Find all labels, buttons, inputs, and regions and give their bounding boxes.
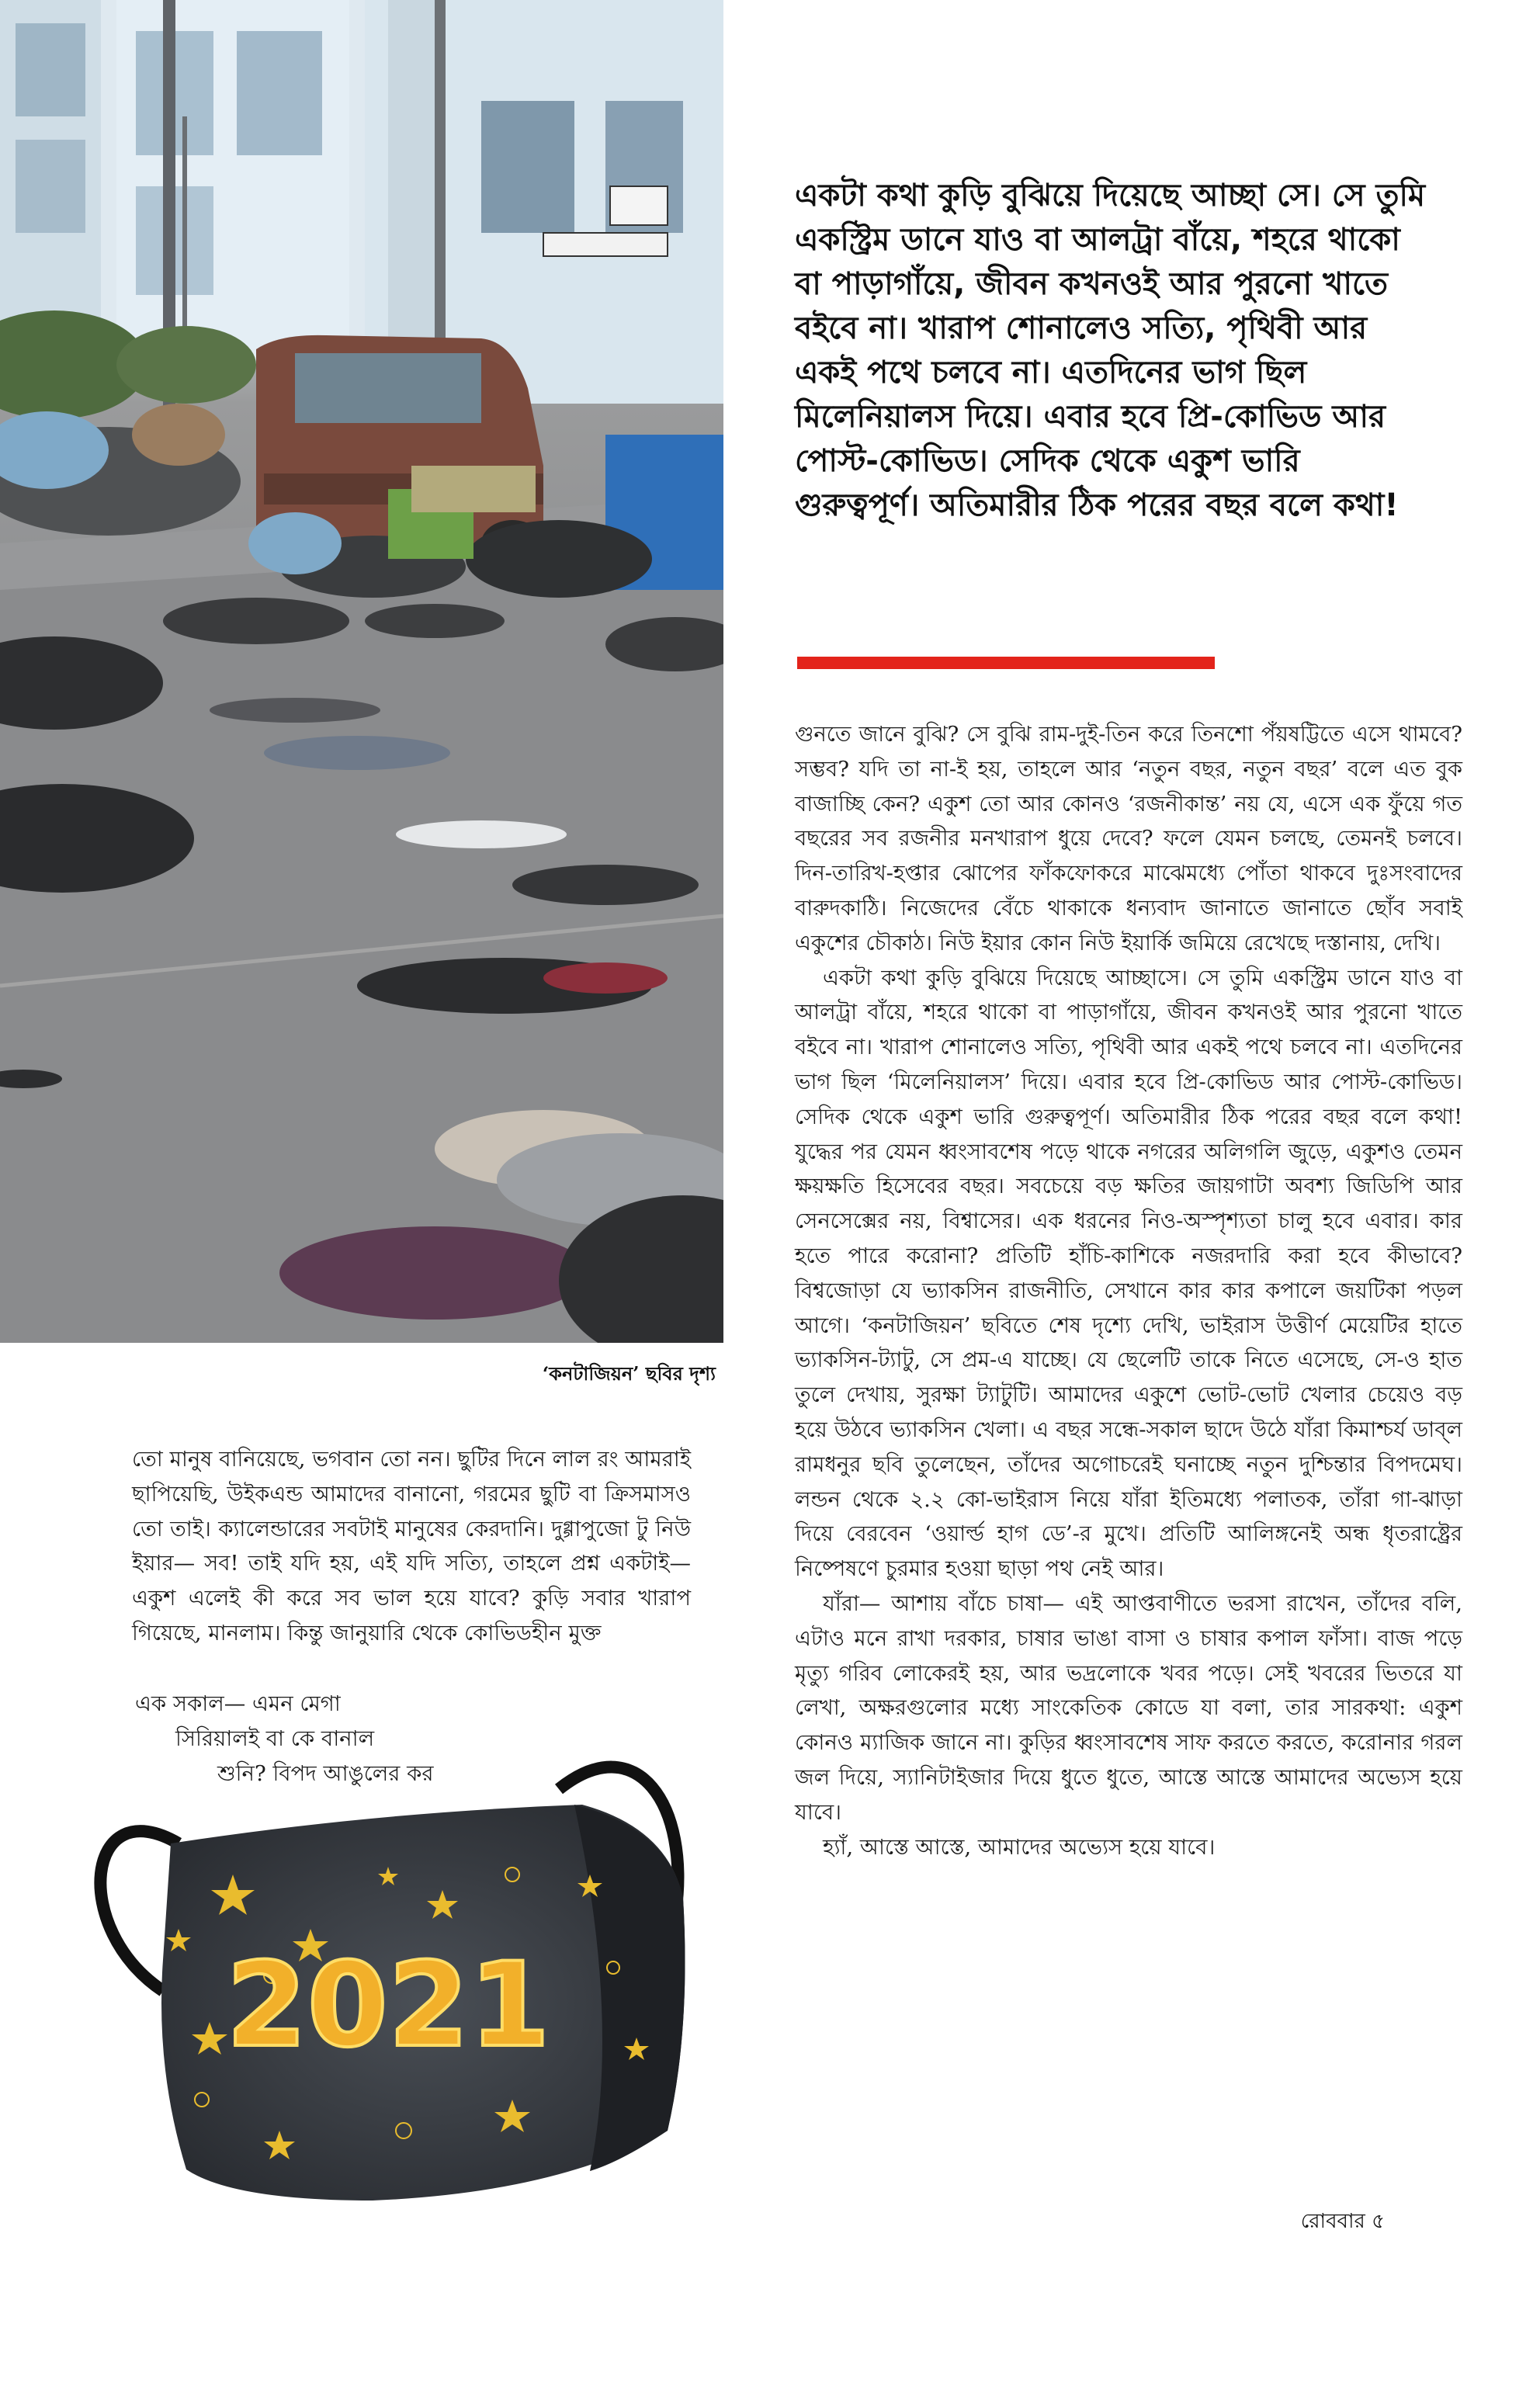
left-short-lines [132, 1687, 536, 1791]
photo-caption: ‘কনটাজিয়ন’ ছবির দৃশ্য [542, 1362, 716, 1385]
page-footer: রোববার ৫ [1300, 2210, 1385, 2233]
article-body [795, 717, 1462, 1864]
body-paragraph-2: একটা কথা কুড়ি বুঝিয়ে দিয়েছে আচ্ছাসে। সে তুমি একস্ট্রিম ডানে যাও বা আলট্রা বাঁয়ে, শহরে থাকো বা পাড়াগাঁয়ে, জীবন কখনওই আর পুরনো খাতে বইবে না। খারাপ শোনালেও সত্যি, পৃথিবী আর একই পথে চলবে না। এতদিনের ভাগ ছিল ‘মিলেনিয়ালস’ দিয়ে। এবার হবে প্রি-কোভিড আর পোস্ট-কোভিড। সেদিক থেকে একুশ ভারি গুরুত্বপূর্ণ। অতিমারীর ঠিক পরের বছর বলে কথা! যুদ্ধের পর যেমন ধ্বংসাবশেষ পড়ে থাকে নগরের অলিগলি জুড়ে, একুশও তেমন ক্ষয়ক্ষতি হিসেবের বছর। সবচেয়ে বড় ক্ষতির জায়গাটা অবশ্য জিডিপি আর সেনসেক্সের নয়, বিশ্বাসের। এক ধরনের নিও-অস্পৃশ্যতা চালু হবে এবার। কার হতে পারে করোনা? প্রতিটি হাঁচি-কাশিকে নজরদারি করা হবে কীভাবে? বিশ্বজোড়া যে ভ্যাকসিন রাজনীতি, সেখানে কার কার কপালে জয়টিকা পড়ল আগে। ‘কনটাজিয়ন’ ছবিতে শেষ দৃশ্যে দেখি, ভাইরাস উত্তীর্ণ মেয়েটির হাতে ভ্যাকসিন-ট্যাটু, সে প্রম-এ যাচ্ছে। যে ছেলেটি তাকে নিতে এসেছে, সে-ও হাত তুলে দেখায়, সুরক্ষা ট্যাটুটি। আমাদের একুশে ভোট-ভোট খেলার চেয়েও বড় হয়ে উঠবে ভ্যাকসিন খেলা। এ বছর সন্ধে-সকাল ছাদে উঠে যাঁরা কিমাশ্চর্য ডাব্‌ল রামধনুর ছবি তুলেছেন, তাঁদের অগোচরেই ঘনাচ্ছে নতুন দুশ্চিন্তার বিপদমেঘ। লন্ডন থেকে ২.২ কো-ভাইরাস নিয়ে যাঁরা ইতিমধ্যে পলাতক, তাঁরা গা-ঝাড়া দিয়ে বেরবেন ‘ওয়ার্ল্ড হাগ ডে’-র মুখে। প্রতিটি আলিঙ্গনেই অন্ধ ধৃতরাষ্ট্রের নিষ্পেষণে চুরমার হওয়া ছাড়া পথ নেই আর। [795, 965, 1462, 1582]
left-column-text: তো মানুষ বানিয়েছে, ভগবান তো নন। ছুটির দিনে লাল রং আমরাই ছাপিয়েছি, উইকএন্ড আমাদের বানানো, গরমের ছুটি বা ক্রিসমাসও তো তাই। ক্যালেন্ডারের সবটাই মানুষের কেরদানি। দুগ্গাপুজো টু নিউ ইয়ার— সব! তাই যদি হয়, এই যদি সত্যি, তাহলে প্রশ্ন একটাই— একুশ এলেই কী করে সব ভাল হয়ে যাবে? কুড়ি সবার খারাপ গিয়েছে, মানলাম। কিন্তু জানুয়ারি থেকে কোভিডহীন মুক্ত [132, 1447, 691, 1646]
short-line-2: সিরিয়ালই বা কে বানাল [175, 1725, 375, 1751]
red-divider-rule [797, 657, 1215, 669]
body-paragraph-1: গুনতে জানে বুঝি? সে বুঝি রাম-দুই-তিন করে তিনশো পঁয়ষট্টিতে এসে থামবে? সম্ভব? যদি তা না-ই হয়, তাহলে আর ‘নতুন বছর, নতুন বছর’ বলে এত বুক বাজাচ্ছি কেন? একুশ তো আর কোনও ‘রজনীকান্ত’ নয় যে, এসে এক ফুঁয়ে গত বছরের সব রজনীর মনখারাপ ধুয়ে দেবে? ফলে যেমন চলছে, তেমনই চলবে। দিন-তারিখ-হপ্তার ঝোপের ফাঁকফোকরে মাঝেমধ্যে পোঁতা থাকবে দুঃসংবাদের বারুদকাঠি। নিজেদের বেঁচে থাকাকে ধন্যবাদ জানাতে জানাতে ছোঁব সবাই একুশের চৌকাঠ। নিউ ইয়ার কোন নিউ ইয়ার্কি জমিয়ে রেখেছে দস্তানায়, দেখি। [795, 722, 1462, 955]
body-paragraph-4: হ্যাঁ, আস্তে আস্তে, আমাদের অভ্যেস হয়ে যাবে। [823, 1834, 1216, 1860]
pull-quote: একটা কথা কুড়ি বুঝিয়ে দিয়েছে আচ্ছা সে। সে তুমি একস্ট্রিম ডানে যাও বা আলট্রা বাঁয়ে, শহরে থাকো বা পাড়াগাঁয়ে, জীবন কখনওই আর পুরনো খাতে বইবে না। খারাপ শোনালেও সত্যি, পৃথিবী আর একই পথে চলবে না। এতদিনের ভাগ ছিল মিলেনিয়ালস দিয়ে। এবার হবে প্রি-কোভিড আর পোস্ট-কোভিড। সেদিক থেকে একুশ ভারি গুরুত্বপূর্ণ। অতিমারীর ঠিক পরের বছর বলে কথা! [795, 178, 1426, 523]
street-photo-illustration [0, 0, 723, 1343]
short-line-3: শুনি? বিপদ আঙুলের কর [217, 1760, 434, 1786]
short-line-1: এক সকাল— এমন মেগা [135, 1691, 341, 1716]
mask-year-label: 2021 [226, 1938, 550, 2073]
street-photo [0, 0, 723, 1343]
body-paragraph-3: যাঁরা— আশায় বাঁচে চাষা— এই আপ্তবাণীতে ভরসা রাখেন, তাঁদের বলি, এটাও মনে রাখা দরকার, চাষার ভাঙা বাসা ও চাষার কপাল ফাঁসা। বাজ পড়ে মৃত্যু গরিব লোকেরই হয়, আর ভদ্রলোকে খবর পড়ে। সেই খবরের ভিতরে যা লেখা, অক্ষরগুলোর মধ্যে সাংকেতিক কোডে যা বলা, তার সারকথা: একুশ কোনও ম্যাজিক জানে না। কুড়ির ধ্বংসাবশেষ সাফ করতে করতে, করোনার গরল জল দিয়ে, স্যানিটাইজার দিয়ে ধুতে ধুতে, আস্তে আস্তে আমাদের অভ্যেস হয়ে যাবে। [795, 1590, 1462, 1825]
